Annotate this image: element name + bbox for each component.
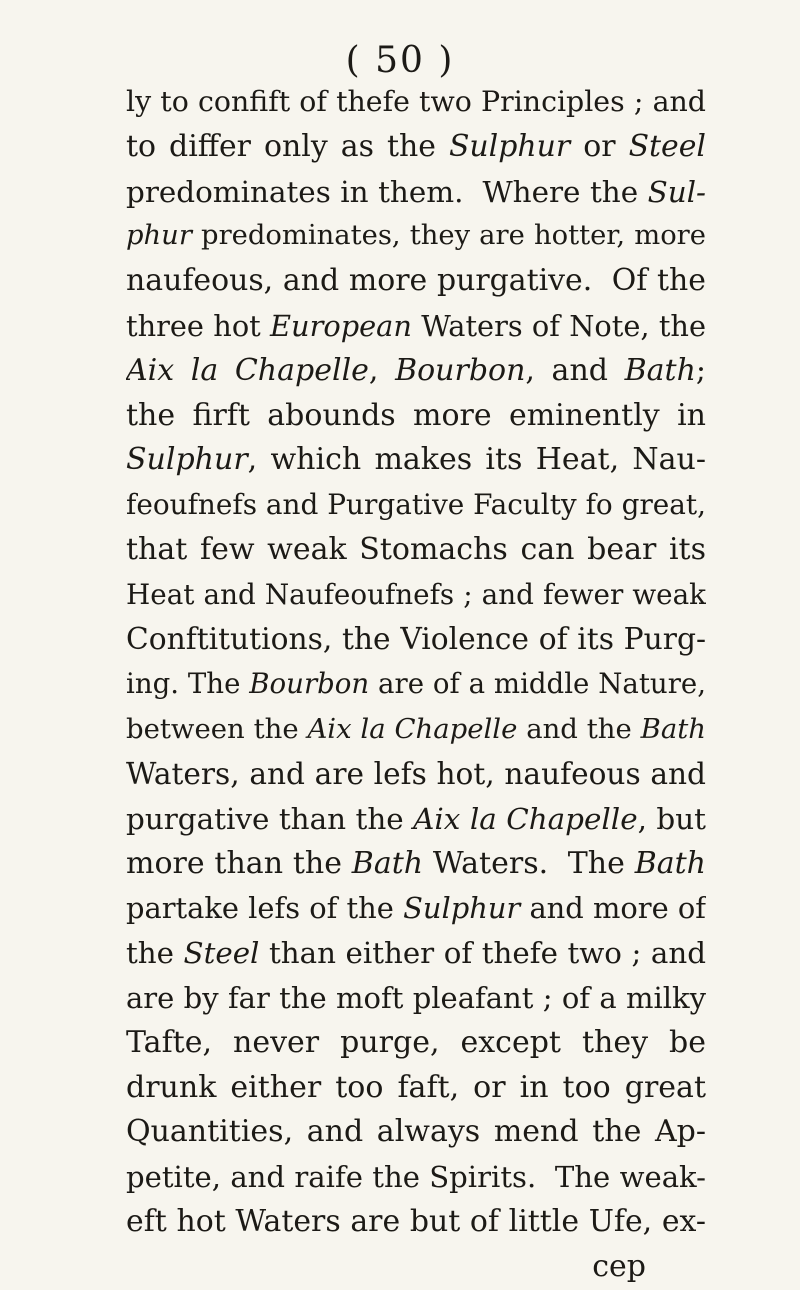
text-segment: ing. The: [126, 667, 250, 701]
text-line: [126, 1110, 706, 1155]
italic-text: Bath: [640, 713, 706, 746]
text-segment: and more of: [520, 891, 706, 926]
text-segment: Conftitutions, the Violence of its Purg-: [126, 621, 706, 657]
text-line: [126, 797, 706, 842]
text-segment: the: [126, 936, 184, 971]
text-line: [126, 931, 706, 976]
text-segment: Waters, and are lefs hot, naufeous and: [126, 756, 706, 791]
text-segment: are of a middle Nature,: [369, 667, 706, 701]
text-segment: eft hot Waters are but of little Ufe, ex-: [126, 1203, 706, 1239]
text-segment: Quantities, and always mend the Ap-: [126, 1114, 706, 1150]
text-segment: , but: [637, 801, 706, 836]
text-segment: the firft abounds more eminently in: [126, 397, 706, 433]
text-line: [126, 662, 706, 707]
text-segment: drunk either too faft, or in too great: [126, 1069, 706, 1105]
italic-text: Steel: [183, 936, 260, 971]
text-line: [126, 573, 706, 618]
text-line: [126, 1200, 706, 1245]
text-line: [126, 80, 706, 125]
text-line: [126, 394, 706, 439]
text-segment: are by far the moft pleafant ; of a milky: [126, 980, 706, 1015]
text-line: [126, 707, 706, 752]
text-line: [126, 528, 706, 573]
text-segment: predominates in them. Where the: [126, 174, 648, 209]
text-segment: , and: [525, 352, 625, 388]
text-segment: or: [570, 128, 629, 164]
text-line: [126, 752, 706, 797]
text-segment: three hot: [126, 308, 271, 343]
text-segment: Waters. The: [423, 845, 635, 881]
italic-text: Sulphur: [448, 128, 571, 164]
italic-text: Bath: [351, 845, 424, 881]
text-segment: more than the: [126, 845, 352, 881]
text-segment: ;: [695, 352, 706, 388]
text-segment: petite, and raife the Spirits. The weak-: [126, 1160, 706, 1195]
text-segment: to differ only as the: [126, 128, 449, 164]
page-number: ( 50 ): [345, 40, 455, 81]
text-line: [126, 259, 706, 304]
text-segment: Waters of Note, the: [411, 308, 706, 343]
text-line: [126, 976, 706, 1021]
body-text: [126, 80, 706, 1290]
italic-text: Bath: [624, 352, 696, 388]
text-segment: Heat and Naufeoufnefs ; and fewer weak: [126, 577, 706, 611]
text-line: [126, 214, 706, 259]
italic-text: Sulphur: [403, 891, 521, 926]
text-line: [126, 304, 706, 349]
text-line: [126, 842, 706, 887]
italic-text: Steel: [628, 128, 706, 164]
text-segment: partake lefs of the: [126, 891, 404, 926]
text-segment: and the: [517, 713, 641, 746]
italic-text: Aix la Chapelle: [413, 801, 638, 836]
text-segment: ly to confift of thefe two Principles ; and: [126, 85, 706, 118]
italic-text: Sulphur: [126, 442, 248, 478]
text-segment: Tafte, never purge, except they be: [126, 1024, 706, 1060]
text-line: [126, 886, 706, 931]
text-line: [126, 618, 706, 663]
text-line: [126, 1021, 706, 1066]
text-segment: ,: [368, 352, 396, 388]
italic-text: European: [270, 308, 412, 343]
text-segment: naufeous, and more purgative. Of the: [126, 263, 706, 299]
text-line: [126, 125, 706, 170]
text-line: [126, 483, 706, 528]
text-segment: purgative than the: [126, 801, 414, 836]
text-segment: that few weak Stomachs can bear its: [126, 531, 706, 567]
italic-text: Aix la Chapelle: [307, 713, 518, 746]
italic-text: Sul-: [647, 174, 706, 209]
text-line: [126, 170, 706, 215]
text-line: [126, 1155, 706, 1200]
italic-text: phur: [126, 220, 192, 252]
italic-text: Aix la Chapelle: [126, 352, 369, 388]
italic-text: Bourbon: [249, 667, 370, 701]
catchword: cep: [592, 1248, 646, 1284]
text-line: [126, 438, 706, 483]
text-segment: than either of thefe two ; and: [259, 936, 706, 971]
text-line: [126, 349, 706, 394]
text-line: [126, 1066, 706, 1111]
text-segment: between the: [126, 713, 308, 746]
italic-text: Bourbon: [395, 352, 526, 388]
italic-text: Bath: [634, 845, 706, 881]
text-segment: feoufnefs and Purgative Faculty fo great,: [126, 488, 706, 522]
text-segment: predominates, they are hotter, more: [191, 220, 706, 252]
text-segment: , which makes its Heat, Nau-: [247, 442, 706, 478]
